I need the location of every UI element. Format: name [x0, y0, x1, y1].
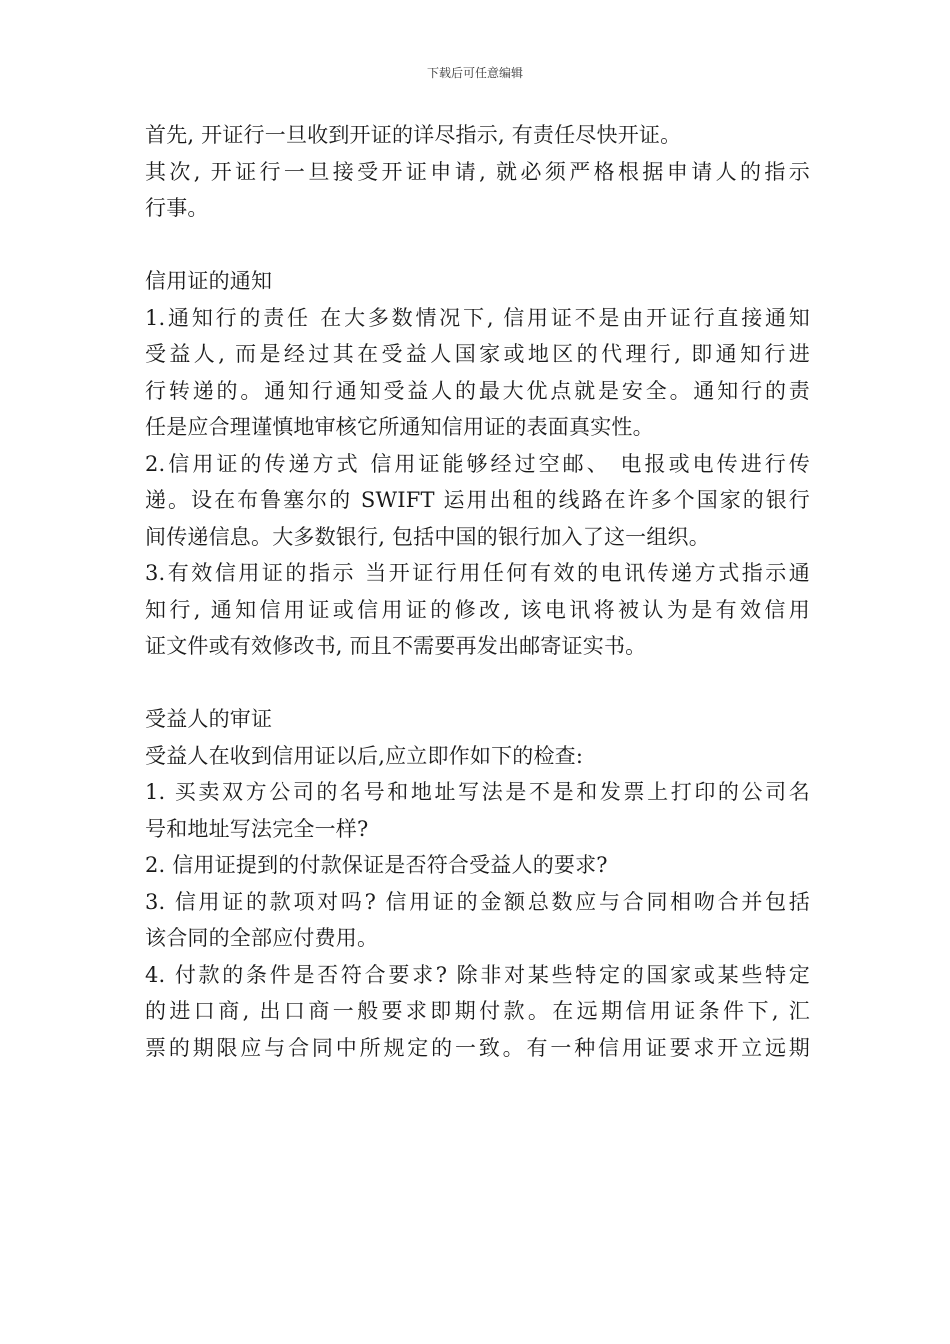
text-line-24: 4. 付款的条件是否符合要求? 除非对某些特定的国家或某些特定: [145, 962, 810, 987]
section-heading-lc-notification: 信用证的通知: [145, 269, 273, 293]
text-line-9: 任是应合理谨慎地审核它所通知信用证的表面真实性。: [145, 415, 654, 439]
text-line-22: 3. 信用证的款项对吗? 信用证的金额总数应与合同相吻合并包括: [145, 889, 810, 914]
text-line-3: 行事。: [145, 196, 209, 220]
text-line-25: 的进口商, 出口商一般要求即期付款。在远期信用证条件下, 汇: [145, 999, 810, 1023]
document-body: [145, 117, 810, 1066]
text-line-15: 证文件或有效修改书, 而且不需要再发出邮寄证实书。: [145, 634, 647, 658]
text-line-21: 2. 信用证提到的付款保证是否符合受益人的要求?: [145, 853, 608, 877]
section-heading-beneficiary-review: 受益人的审证: [145, 707, 273, 731]
text-line-20: 号和地址写法完全一样?: [145, 816, 369, 841]
text-line-14: 知行, 通知信用证或信用证的修改, 该电讯将被认为是有效信用: [145, 597, 810, 622]
text-line-6: 1.通知行的责任 在大多数情况下, 信用证不是由开证行直接通知: [145, 305, 810, 330]
text-line-8: 行转递的。通知行通知受益人的最大优点就是安全。通知行的责: [145, 378, 810, 403]
text-line-11: 递。设在布鲁塞尔的 SWIFT 运用出租的线路在许多个国家的银行: [145, 488, 810, 512]
text-line-1: 首先, 开证行一旦收到开证的详尽指示, 有责任尽快开证。: [145, 123, 682, 147]
blank-line: [145, 665, 810, 702]
blank-line: [145, 227, 810, 264]
text-line-12: 间传递信息。大多数银行, 包括中国的银行加入了这一组织。: [145, 524, 710, 549]
text-line-18: 受益人在收到信用证以后,应立即作如下的检查:: [145, 743, 584, 768]
text-line-10: 2.信用证的传递方式 信用证能够经过空邮、 电报或电传进行传: [145, 451, 810, 476]
text-line-26: 票的期限应与合同中所规定的一致。有一种信用证要求开立远期: [145, 1035, 810, 1060]
text-line-19: 1. 买卖双方公司的名号和地址写法是不是和发票上打印的公司名: [145, 780, 810, 804]
text-line-2: 其次, 开证行一旦接受开证申请, 就必须严格根据申请人的指示: [145, 159, 810, 184]
text-line-23: 该合同的全部应付费用。: [145, 926, 379, 950]
text-line-13: 3.有效信用证的指示 当开证行用任何有效的电讯传递方式指示通: [145, 561, 810, 585]
text-line-7: 受益人, 而是经过其在受益人国家或地区的代理行, 即通知行进: [145, 342, 810, 366]
page-header-note: 下载后可任意编辑: [426, 66, 523, 80]
